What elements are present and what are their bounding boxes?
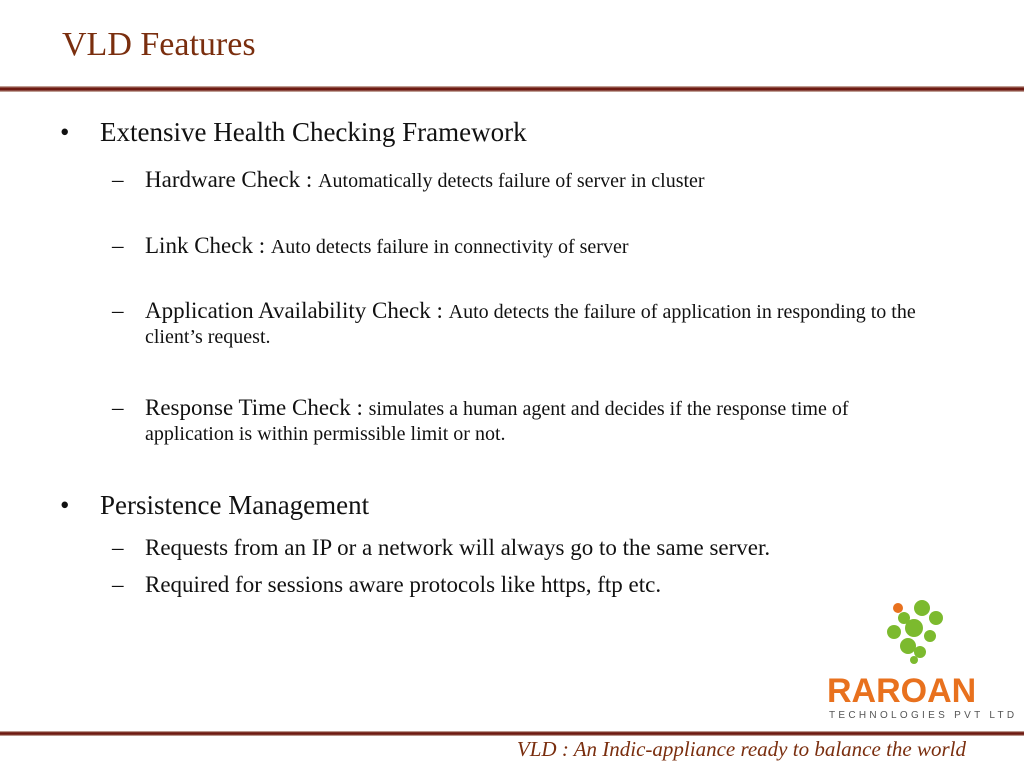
footer-divider — [0, 731, 1024, 736]
subitem-text: Required for sessions aware protocols like https, ftp etc. — [145, 572, 662, 597]
subitem-application-check — [112, 297, 922, 349]
subitem-text: Requests from an IP or a network will always go to the same server. — [145, 535, 771, 560]
subitem-desc: Automatically detects failure of server in cluster — [318, 170, 705, 192]
subitem-lead: Hardware Check : — [145, 167, 319, 192]
bullet-persistence — [60, 489, 369, 521]
dash-marker: – — [112, 535, 124, 560]
subitem-desc: simulates a human agent and decides if the response time of application is within permissible limit or not. — [145, 398, 849, 445]
subitem-requests — [112, 534, 922, 562]
bullet-health-checking — [60, 116, 527, 148]
subitem-desc: Auto detects the failure of application in responding to the client’s request. — [145, 301, 916, 348]
logo-tagline: TECHNOLOGIES PVT LTD — [829, 710, 1018, 721]
logo-wordmark: RAROAN — [827, 672, 977, 710]
dash-marker: – — [112, 395, 124, 420]
subitem-sessions — [112, 571, 922, 599]
title-divider — [0, 86, 1024, 92]
dash-marker: – — [112, 233, 124, 258]
subitem-lead: Link Check : — [145, 233, 271, 258]
subitem-hardware-check — [112, 166, 922, 194]
dash-marker: – — [112, 167, 124, 192]
bullet-marker: • — [60, 490, 70, 520]
subitem-lead: Application Availability Check : — [145, 298, 449, 323]
dash-marker: – — [112, 298, 124, 323]
dash-marker: – — [112, 572, 124, 597]
subitem-desc: Auto detects failure in connectivity of server — [270, 236, 629, 258]
subitem-link-check — [112, 232, 922, 260]
slide-title: VLD Features — [62, 26, 256, 63]
slide-footer: VLD : An Indic-appliance ready to balance the world — [516, 737, 966, 761]
bullet-marker: • — [60, 117, 70, 147]
bullet-text: Extensive Health Checking Framework — [100, 117, 527, 147]
subitem-response-time-check — [112, 394, 922, 446]
subitem-lead: Response Time Check : — [145, 395, 369, 420]
bullet-text: Persistence Management — [100, 490, 370, 520]
